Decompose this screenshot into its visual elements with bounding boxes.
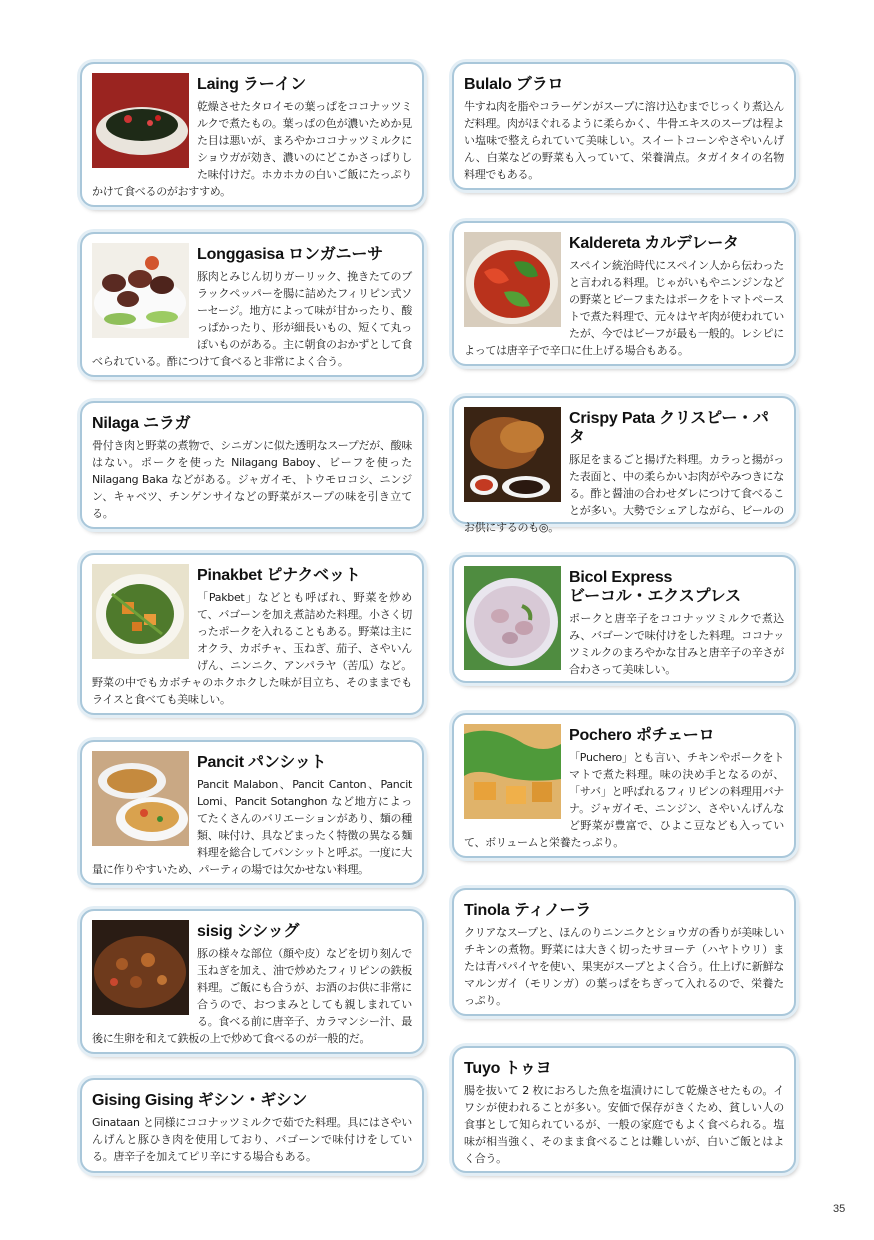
- sisig-photo: [92, 920, 189, 1015]
- dish-card-pancit: [80, 740, 424, 885]
- dish-title: Laing ラーイン: [197, 76, 307, 93]
- dish-description: 豚の様々な部位（顔や皮）などを切り刻んで玉ねぎを加え、油で炒めたフィリピンの鉄板料理。ご飯にも合うが、お酒のお供に非常に合うので、おつまみとしても親しまれている。食べる前に唐辛子、カラマンシー汁、最後に生卵を和えて鉄板の上で炒めて食べるのが一般的だ。: [92, 947, 412, 1045]
- dish-card-longgasisa: [80, 232, 424, 377]
- dish-card-tinola: [452, 888, 796, 1016]
- pancit-photo: [92, 751, 189, 846]
- dish-description: 豚肉とみじん切りガーリック、挽きたてのブラックペッパーを腸に詰めたフィリピン式ソーセージ。地方によって味が甘かったり、酸っぱかったり、形が細長いもの、短くて丸っぽいものがある。主に朝食のおかずとして食べられている。酢につけて食べると非常によく合う。: [92, 270, 412, 368]
- dish-title: Tinola ティノーラ: [464, 902, 592, 919]
- laing-photo: [92, 73, 189, 168]
- dish-title: Longgasisa ロンガニーサ: [197, 246, 383, 263]
- dish-title: sisig シシッグ: [197, 923, 300, 940]
- dish-card-nilaga: [80, 401, 424, 529]
- dish-title: Pinakbet ピナクベット: [197, 567, 361, 584]
- dish-card-tuyo: [452, 1046, 796, 1173]
- dish-title: Gising Gising ギシン・ギシン: [92, 1092, 308, 1109]
- dish-description: Ginataan と同様にココナッツミルクで茹でた料理。具にはさやいんげんと豚ひき肉を使用しており、バゴーンで味付けをしている。唐辛子を加えてピリ辛にする場合もある。: [92, 1116, 412, 1163]
- dish-card-laing: [80, 62, 424, 207]
- dish-title-line1: Bicol Express: [569, 569, 673, 586]
- page-number: 35: [833, 1203, 846, 1215]
- dish-title: Pancit パンシット: [197, 754, 327, 771]
- crispy-pata-photo: [464, 407, 561, 502]
- dish-description: 「Pakbet」などとも呼ばれ、野菜を炒めて、バゴーンを加え煮詰めた料理。小さく切ったポークを入れることもある。野菜は主にオクラ、カボチャ、玉ねぎ、茄子、さやいんげん、ニンニク、アンパラヤ（苦瓜）など。野菜の中でもカボチャのホクホクした味が目立ち、そのままでもライスと食べても美味しい。: [92, 591, 412, 706]
- dish-description: 「Puchero」とも言い、チキンやポークをトマトで煮た料理。味の決め手となるのが、「サバ」と呼ばれるフィリピンの料理用バナナ。ジャガイモ、ニンジン、さやいんげんなど野菜が豊富で、ひよこ豆なども入っていて、ボリュームと栄養たっぷり。: [464, 751, 784, 849]
- pochero-photo: [464, 724, 561, 819]
- dish-description: 骨付き肉と野菜の煮物で、シニガンに似た透明なスープだが、酸味はない。ポークを使った Nilagang Baboy、ビーフを使った Nilagang Baka などがある。ジャガイモ、トウモロコシ、ニンジン、キャベツ、チンゲンサイなどの野菜がスープの味を引き立てる。: [92, 439, 412, 520]
- kaldereta-photo: [464, 232, 561, 327]
- dish-title-line2: ビーコル・エクスプレス: [569, 588, 741, 605]
- dish-title: Tuyo トゥヨ: [464, 1060, 552, 1077]
- dish-card-sisig: [80, 909, 424, 1054]
- dish-description: ポークと唐辛子をココナッツミルクで煮込み、バゴーンで味付けをした料理。ココナッツミルクのまろやかな甘みと唐辛子の辛さが合わさって美味しい。: [569, 612, 784, 676]
- dish-description: クリアなスープと、ほんのりニンニクとショウガの香りが美味しいチキンの煮物。野菜には大きく切ったサヨーテ（ハヤトウリ）または青パパイヤを使い、果実がスープとよく合う。仕上げに新鮮なマルンガイ（モリンガ）の葉っぱをちぎって入れるので、栄養たっぷり。: [464, 926, 784, 1007]
- dish-card-crispy-pata: [452, 396, 796, 534]
- dish-title: Crispy Pata クリスピー・パタ: [569, 410, 769, 446]
- bicol-express-photo: [464, 566, 561, 670]
- dish-card-pochero: [452, 713, 796, 858]
- dish-title: Bulalo ブラロ: [464, 76, 564, 93]
- dish-description: Pancit Malabon、Pancit Canton、Pancit Lomi、Pancit Sotanghon など地方によってたくさんのバリエーションがあり、麺の種類、味付け、具などまったく特徴の異なる麺料理を総合してパンシットと呼ぶ。一度に大量に作りやすいため、パーティの場では欠かせない料理。: [92, 778, 412, 876]
- dish-title: Kaldereta カルデレータ: [569, 235, 739, 252]
- dish-description: 豚足をまるごと揚げた料理。カラっと揚がった表面と、中の柔らかいお肉がやみつきになる。酢と醤油の合わせダレにつけて食べることが多い。大勢でシェアしながら、ビールのお供にするのも◎。: [464, 453, 784, 534]
- dish-card-gising-gising: [80, 1078, 424, 1173]
- dish-description: 腸を抜いて 2 枚におろした魚を塩漬けにして乾燥させたもの。イワシが使われることが多い。安価で保存がきくため、貧しい人の食事として知られているが、一般の家庭でもよく食べられる。塩味が相当強く、そのまま食べることは難しいが、白いご飯とはよく合う。: [464, 1084, 784, 1165]
- dish-card-bicol-express: [452, 555, 796, 683]
- longgasisa-photo: [92, 243, 189, 338]
- dish-card-kaldereta: [452, 221, 796, 366]
- dish-card-pinakbet: [80, 553, 424, 715]
- dish-title: Pochero ポチェーロ: [569, 727, 715, 744]
- dish-description: 乾燥させたタロイモの葉っぱをココナッツミルクで煮たもの。葉っぱの色が濃いためか見た目は悪いが、まろやかココナッツミルクにショウガが効き、濃いのにどこかさっぱりした味付けだ。ホカホカの白いご飯にたっぷりかけて食べるのがおすすめ。: [92, 100, 412, 198]
- pinakbet-photo: [92, 564, 189, 659]
- dish-title: Nilaga ニラガ: [92, 415, 191, 432]
- dish-description: スペイン統治時代にスペイン人から伝わったと言われる料理。じゃがいもやニンジンなどの野菜とビーフまたはポークをトマトペーストで煮た料理で、元々はヤギ肉が使われていたが、今ではビーフが最も一般的。レシピによっては唐辛子で辛口に仕上げる場合もある。: [464, 259, 784, 357]
- dish-description: 牛すね肉を脂やコラーゲンがスープに溶け込むまでじっくり煮込んだ料理。肉がほぐれるように柔らかく、牛骨エキスのスープは程よい塩味で整えられていて美味しい。スイートコーンやさやいんげん、白菜などの野菜も入っていて、栄養満点。タガイタイの名物料理でもある。: [464, 100, 784, 181]
- dish-card-bulalo: [452, 62, 796, 190]
